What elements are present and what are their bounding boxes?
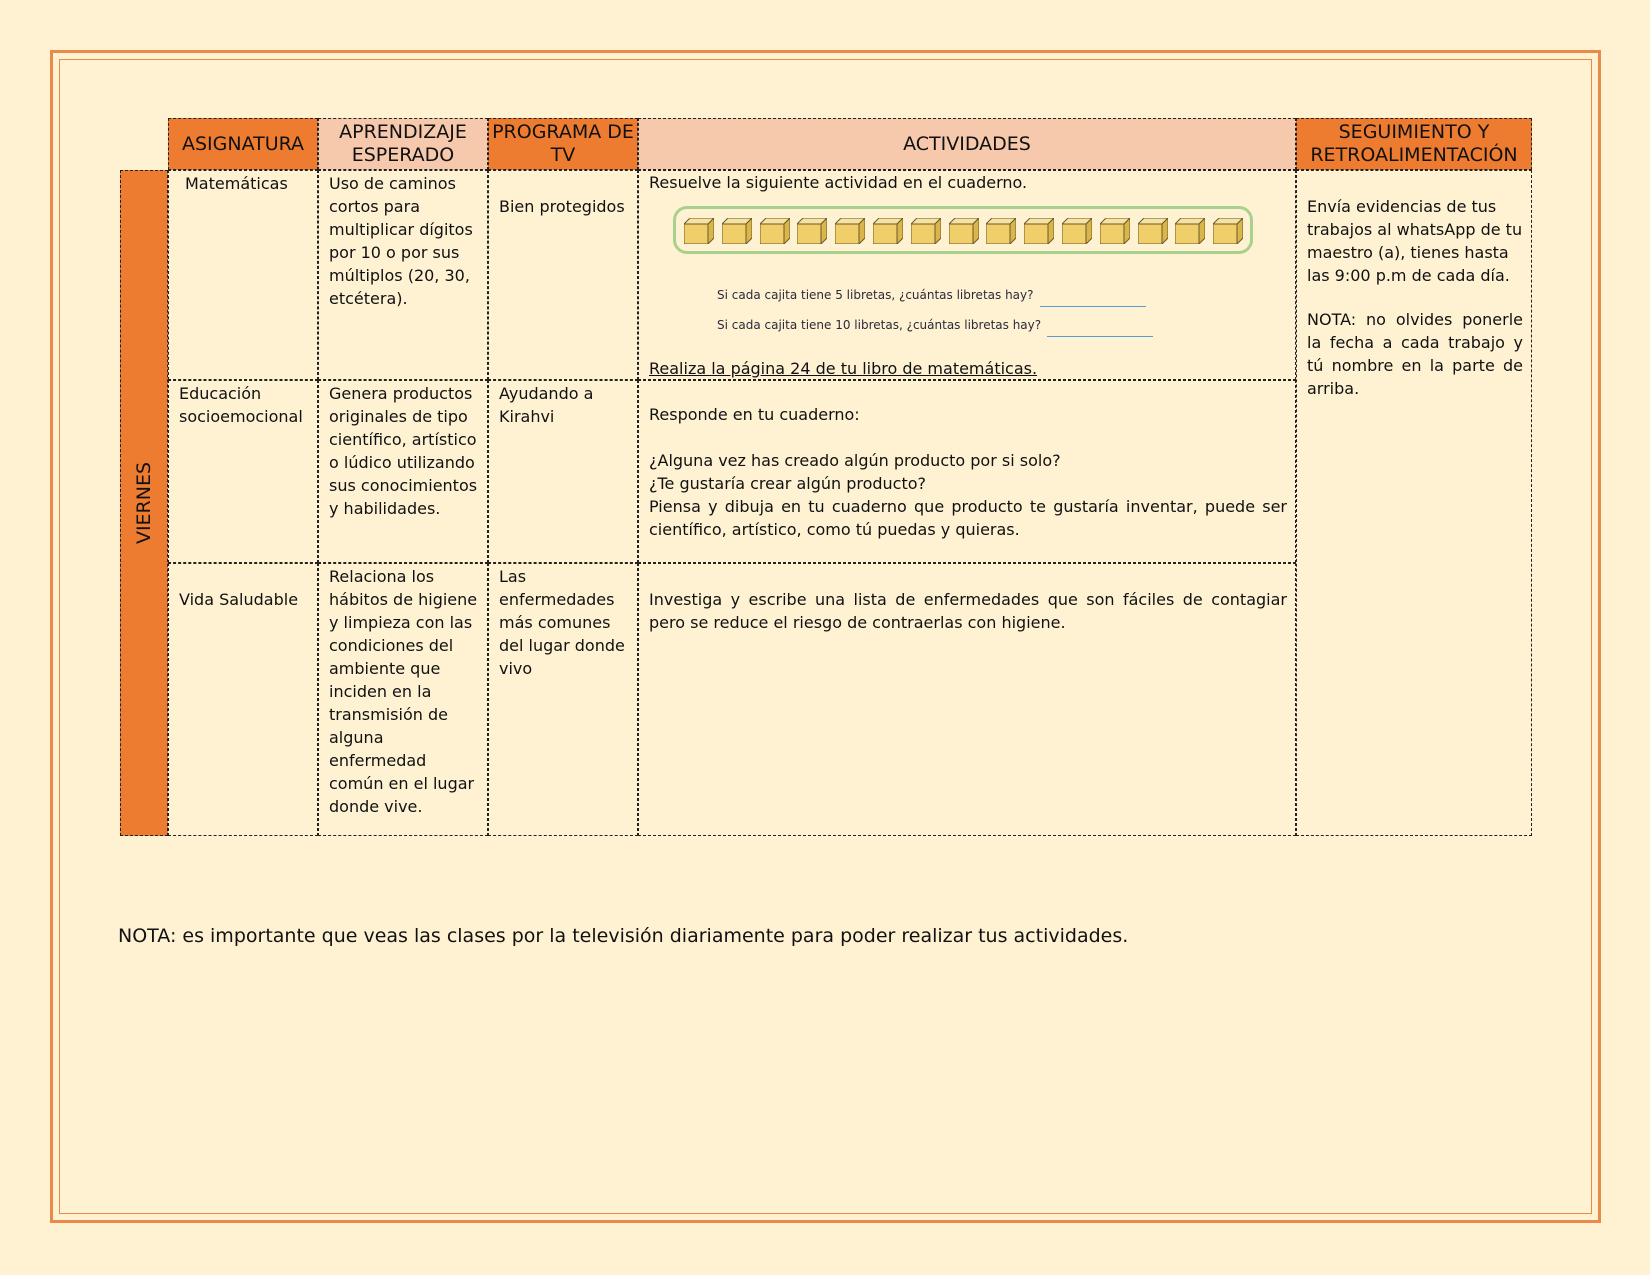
box-icon: [722, 218, 752, 244]
box-icon: [760, 218, 790, 244]
box-icon: [1024, 218, 1054, 244]
box-icon: [1062, 218, 1092, 244]
row-vida-actividades: Investiga y escribe una lista de enfermedades que son fáciles de contagiar pero se reduce el riesgo de contraerlas con higiene.: [638, 563, 1296, 836]
answer-line-2: [1047, 336, 1153, 337]
box-icon: [949, 218, 979, 244]
header-programa: PROGRAMA DE TV: [488, 118, 638, 170]
footer-note: NOTA: es importante que veas las clases por la televisión diariamente para poder realizar tus actividades.: [118, 925, 1129, 947]
row-matematicas-actividades: [638, 170, 1296, 380]
box-icon: [873, 218, 903, 244]
actividad-cierre: Realiza la página 24 de tu libro de matemáticas.: [649, 359, 1038, 378]
box-icon: [911, 218, 941, 244]
row-vida-aprendizaje: Relaciona los hábitos de higiene y limpieza con las condiciones del ambiente que inciden en la transmisión de alguna enfermedad común en el lugar donde vive.: [318, 563, 488, 836]
box-icon: [797, 218, 827, 244]
day-label: VIERNES: [133, 461, 155, 545]
row-matematicas-asignatura: Matemáticas: [168, 170, 318, 380]
seguimiento-texto: Envía evidencias de tus trabajos al whatsApp de tu maestro (a), tienes hasta las 9:00 p.m de cada día.: [1307, 197, 1523, 285]
row-matematicas-programa: Bien protegidos: [488, 170, 638, 380]
box-icon: [1213, 218, 1243, 244]
box-icon: [1138, 218, 1168, 244]
row-matematicas-aprendizaje: Uso de caminos cortos para multiplicar dígitos por 10 o por sus múltiplos (20, 30, etcétera).: [318, 170, 488, 380]
box-icon: [684, 218, 714, 244]
row-socioemocional-asignatura: Educación socioemocional: [168, 380, 318, 563]
question-1: Si cada cajita tiene 5 libretas, ¿cuántas libretas hay?: [717, 284, 1146, 307]
day-label-cell: [120, 170, 168, 836]
box-icon: [1100, 218, 1130, 244]
question-2: Si cada cajita tiene 10 libretas, ¿cuántas libretas hay?: [717, 314, 1153, 337]
row-vida-programa: Las enfermedades más comunes del lugar donde vivo: [488, 563, 638, 836]
actividad-line-4: Piensa y dibuja en tu cuaderno que producto te gustaría inventar, puede ser científico, artístico, como tú puedas y quieras.: [649, 497, 1287, 539]
seguimiento-nota: NOTA: no olvides ponerle la fecha a cada trabajo y tú nombre en la parte de arriba.: [1307, 310, 1523, 398]
box-icon: [835, 218, 865, 244]
row-socioemocional-aprendizaje: Genera productos originales de tipo científico, artístico o lúdico utilizando sus conocimientos y habilidades.: [318, 380, 488, 563]
header-aprendizaje: APRENDIZAJE ESPERADO: [318, 118, 488, 170]
row-vida-asignatura: Vida Saludable: [168, 563, 318, 836]
actividad-line-2: ¿Alguna vez has creado algún producto por si solo?: [649, 451, 1061, 470]
header-seguimiento: SEGUIMIENTO Y RETROALIMENTACIÓN: [1296, 118, 1532, 170]
actividad-intro: Resuelve la siguiente actividad en el cuaderno.: [649, 173, 1028, 192]
seguimiento-cell: [1296, 170, 1532, 836]
box-icon: [1175, 218, 1205, 244]
actividad-line-1: Responde en tu cuaderno:: [649, 405, 860, 424]
row-socioemocional-actividades: [638, 380, 1296, 563]
answer-line-1: [1040, 306, 1146, 307]
actividad-line-3: ¿Te gustaría crear algún producto?: [649, 474, 927, 493]
box-icon: [986, 218, 1016, 244]
row-socioemocional-programa: Ayudando a Kirahvi: [488, 380, 638, 563]
header-actividades: ACTIVIDADES: [638, 118, 1296, 170]
boxes-illustration: [673, 206, 1253, 254]
header-asignatura: ASIGNATURA: [168, 118, 318, 170]
